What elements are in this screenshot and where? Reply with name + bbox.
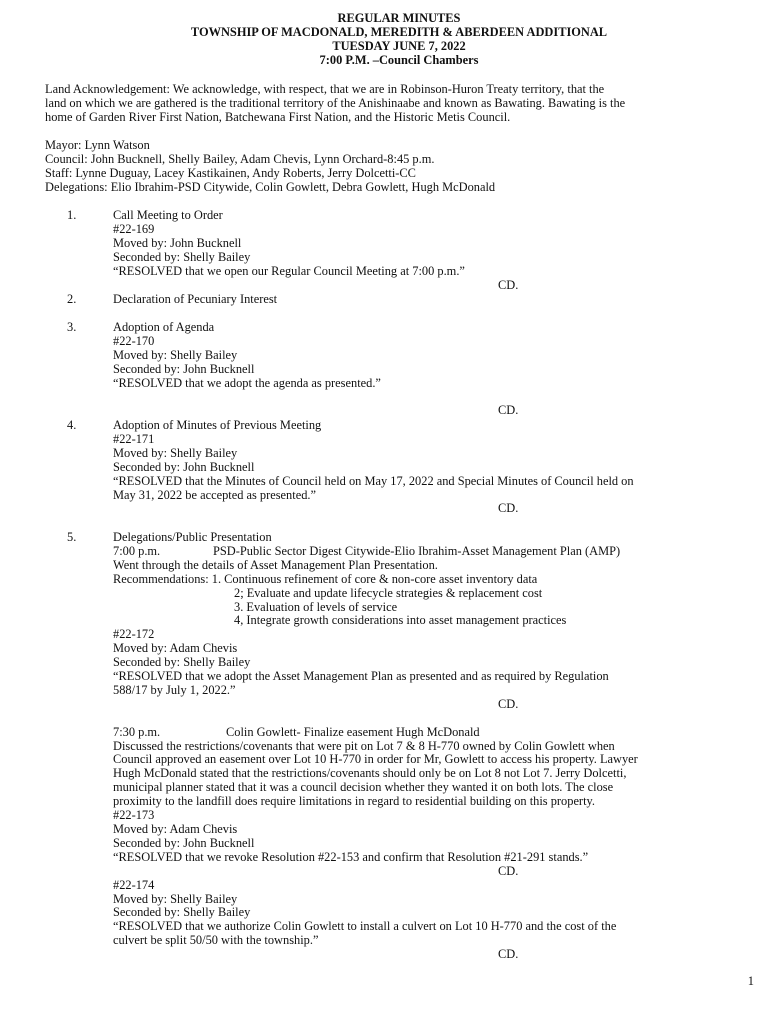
discussion-text: Discussed the restrictions/covenants that were pit on Lot 7 & 8 H-770 owned by Colin Gowlett when bbox=[113, 738, 615, 753]
moved-by: Moved by: Adam Chevis bbox=[113, 641, 238, 656]
attendance-council: Council: John Bucknell, Shelly Bailey, Adam Chevis, Lynn Orchard-8:45 p.m. bbox=[45, 151, 435, 166]
carried-mark: CD. bbox=[498, 277, 519, 292]
carried-mark: CD. bbox=[498, 696, 519, 711]
meeting-date: TUESDAY JUNE 7, 2022 bbox=[332, 38, 466, 53]
resolution-number: #22-173 bbox=[113, 808, 155, 823]
item-title: Declaration of Pecuniary Interest bbox=[113, 292, 278, 306]
item-number: 4. bbox=[67, 418, 77, 432]
land-acknowledgement bbox=[45, 83, 757, 125]
item-number: 2. bbox=[67, 292, 77, 306]
recommendation-item: 4, Integrate growth considerations into asset management practices bbox=[234, 613, 567, 628]
delegation-heading bbox=[113, 545, 753, 559]
seconded-by: Seconded by: Shelly Bailey bbox=[113, 655, 251, 670]
moved-by: Moved by: Adam Chevis bbox=[113, 822, 238, 837]
moved-by: Moved by: Shelly Bailey bbox=[113, 891, 238, 906]
land-ack-line: Land Acknowledgement: We acknowledge, with respect, that we are in Robinson-Huron Treaty territory, that the bbox=[45, 82, 605, 96]
item-title: Adoption of Agenda bbox=[113, 320, 215, 334]
resolution-text: “RESOLVED that we authorize Colin Gowlett to install a culvert on Lot 10 H-770 and the cost of the bbox=[113, 919, 617, 934]
item-body bbox=[113, 293, 753, 307]
delegation-subject: Colin Gowlett- Finalize easement Hugh McDonald bbox=[226, 724, 480, 739]
moved-by: Moved by: Shelly Bailey bbox=[113, 445, 238, 460]
recommendation-item: 2; Evaluate and update lifecycle strategies & replacement cost bbox=[234, 585, 543, 600]
attendance bbox=[45, 139, 757, 195]
resolution-text: “RESOLVED that the Minutes of Council held on May 17, 2022 and Special Minutes of Council held on bbox=[113, 473, 634, 488]
land-ack-line: home of Garden River First Nation, Batchewana First Nation, and the Historic Metis Council. bbox=[45, 109, 511, 124]
delegation-detail: Went through the details of Asset Management Plan Presentation. bbox=[113, 557, 438, 572]
seconded-by: Seconded by: John Bucknell bbox=[113, 361, 255, 376]
moved-by: Moved by: Shelly Bailey bbox=[113, 347, 238, 362]
carried-mark: CD. bbox=[498, 403, 519, 418]
delegation-time: 7:00 p.m. bbox=[113, 543, 161, 558]
recommendation-item: Recommendations: 1. Continuous refinement of core & non-core asset inventory data bbox=[113, 571, 538, 586]
item-title: Call Meeting to Order bbox=[113, 208, 223, 222]
resolution-text: “RESOLVED that we open our Regular Council Meeting at 7:00 p.m.” bbox=[113, 263, 465, 278]
resolution-text: “RESOLVED that we adopt the agenda as presented.” bbox=[113, 375, 381, 390]
discussion-text: Council approved an easement over Lot 10 H-770 in order for Mr, Gowlett to access his property. Lawyer bbox=[113, 752, 638, 767]
delegation-heading bbox=[113, 726, 753, 740]
discussion-text: municipal planner stated that it was a council decision whether they wanted it on both lots. The close bbox=[113, 780, 614, 795]
seconded-by: Seconded by: Shelly Bailey bbox=[113, 905, 251, 920]
carried-mark: CD. bbox=[498, 947, 519, 962]
seconded-by: Seconded by: Shelly Bailey bbox=[113, 249, 251, 264]
item-title: Delegations/Public Presentation bbox=[113, 530, 272, 544]
resolution-number: #22-172 bbox=[113, 627, 155, 642]
recommendation-item: 3. Evaluation of levels of service bbox=[234, 599, 398, 614]
item-number: 1. bbox=[67, 208, 77, 222]
minutes-header bbox=[0, 12, 770, 68]
attendance-mayor: Mayor: Lynn Watson bbox=[45, 138, 150, 152]
discussion-text: Hugh McDonald stated that the restrictions/covenants should only be on Lot 8 not Lot 7. Jerry Dolcetti, bbox=[113, 766, 627, 781]
resolution-text: “RESOLVED that we revoke Resolution #22-153 and confirm that Resolution #21-291 stands.” bbox=[113, 849, 589, 864]
delegation-time: 7:30 p.m. bbox=[113, 724, 161, 739]
attendance-staff: Staff: Lynne Duguay, Lacey Kastikainen, Andy Roberts, Jerry Dolcetti-CC bbox=[45, 165, 416, 180]
resolution-text: May 31, 2022 be accepted as presented.” bbox=[113, 487, 316, 502]
land-ack-line: land on which we are gathered is the traditional territory of the Anishinaabe and known as Bawating. Bawating is the bbox=[45, 95, 626, 110]
minutes-title: REGULAR MINUTES bbox=[337, 11, 461, 25]
moved-by: Moved by: John Bucknell bbox=[113, 235, 242, 250]
seconded-by: Seconded by: John Bucknell bbox=[113, 459, 255, 474]
item-body bbox=[113, 209, 753, 292]
item-body bbox=[113, 419, 753, 516]
resolution-number: #22-170 bbox=[113, 333, 155, 348]
resolution-number: #22-169 bbox=[113, 221, 155, 236]
attendance-delegations: Delegations: Elio Ibrahim-PSD Citywide, Colin Gowlett, Debra Gowlett, Hugh McDonald bbox=[45, 179, 496, 194]
item-title: Adoption of Minutes of Previous Meeting bbox=[113, 418, 322, 432]
resolution-text: “RESOLVED that we adopt the Asset Management Plan as presented and as required by Regulation bbox=[113, 669, 609, 684]
item-body bbox=[113, 531, 753, 962]
item-number: 3. bbox=[67, 320, 77, 334]
resolution-number: #22-174 bbox=[113, 877, 155, 892]
township-name: TOWNSHIP OF MACDONALD, MEREDITH & ABERDEEN ADDITIONAL bbox=[190, 24, 608, 39]
delegation-subject: PSD-Public Sector Digest Citywide-Elio Ibrahim-Asset Management Plan (AMP) bbox=[213, 543, 621, 558]
resolution-text: 588/17 by July 1, 2022.” bbox=[113, 682, 236, 697]
item-number: 5. bbox=[67, 530, 77, 544]
resolution-text: culvert be split 50/50 with the township.” bbox=[113, 933, 319, 948]
item-body bbox=[113, 321, 753, 418]
carried-mark: CD. bbox=[498, 501, 519, 516]
seconded-by: Seconded by: John Bucknell bbox=[113, 835, 255, 850]
meeting-time-place: 7:00 P.M. –Council Chambers bbox=[319, 52, 479, 67]
carried-mark: CD. bbox=[498, 863, 519, 878]
resolution-number: #22-171 bbox=[113, 431, 155, 446]
discussion-text: proximity to the landfill does require limitations in regard to residential building on this property. bbox=[113, 794, 595, 809]
page-number: 1 bbox=[747, 974, 754, 988]
